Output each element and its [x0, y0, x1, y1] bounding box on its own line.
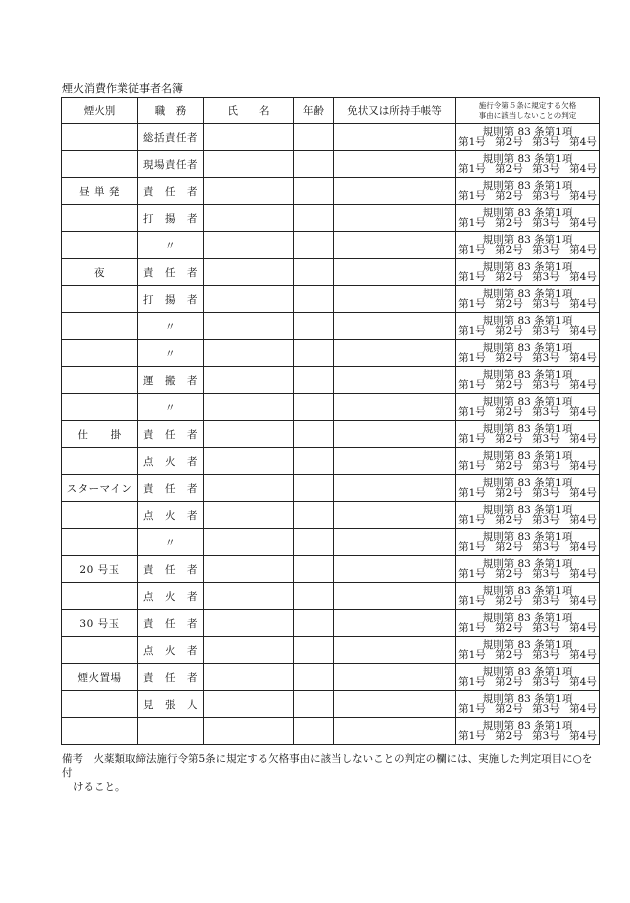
duty-cell	[138, 718, 204, 745]
duty-cell: 責 任 者	[138, 664, 204, 691]
category-cell	[62, 151, 138, 178]
name-cell	[204, 421, 294, 448]
criteria-cell	[456, 475, 600, 502]
category-cell	[62, 232, 138, 259]
name-cell	[204, 610, 294, 637]
age-cell	[294, 637, 334, 664]
criteria-cell	[456, 664, 600, 691]
criteria-rule: 規則第 83 条第1項	[482, 233, 573, 246]
criteria-items: 第1号 第2号 第3号 第4号	[458, 622, 597, 634]
criteria-rule: 規則第 83 条第1項	[482, 287, 573, 300]
header-criteria-line1: 施行令第５条に規定する欠格	[478, 100, 577, 110]
license-cell	[334, 340, 456, 367]
license-cell	[334, 421, 456, 448]
license-cell	[334, 637, 456, 664]
criteria-items: 第1号 第2号 第3号 第4号	[458, 487, 597, 499]
criteria-cell	[456, 421, 600, 448]
document-title: 煙火消費作業従事者名簿	[62, 82, 183, 95]
criteria-cell	[456, 691, 600, 718]
criteria-cell	[456, 718, 600, 745]
duty-cell: 見 張 人	[138, 691, 204, 718]
criteria-items: 第1号 第2号 第3号 第4号	[458, 703, 597, 715]
category-cell: 30 号玉	[62, 610, 138, 637]
criteria-rule: 規則第 83 条第1項	[482, 206, 573, 219]
name-cell	[204, 583, 294, 610]
duty-cell: 〃	[138, 340, 204, 367]
header-age: 年齢	[294, 98, 334, 124]
license-cell	[334, 394, 456, 421]
name-cell	[204, 637, 294, 664]
table-row	[62, 529, 600, 556]
criteria-items: 第1号 第2号 第3号 第4号	[458, 190, 597, 202]
name-cell	[204, 394, 294, 421]
license-cell	[334, 583, 456, 610]
license-cell	[334, 502, 456, 529]
name-cell	[204, 718, 294, 745]
name-cell	[204, 313, 294, 340]
criteria-rule: 規則第 83 条第1項	[482, 476, 573, 489]
table-row	[62, 286, 600, 313]
roster-table	[61, 97, 600, 745]
table-row	[62, 205, 600, 232]
age-cell	[294, 610, 334, 637]
license-cell	[334, 313, 456, 340]
criteria-cell	[456, 502, 600, 529]
criteria-cell	[456, 637, 600, 664]
duty-cell: 〃	[138, 313, 204, 340]
criteria-cell	[456, 205, 600, 232]
criteria-rule: 規則第 83 条第1項	[482, 368, 573, 381]
header-criteria	[456, 98, 600, 124]
criteria-rule: 規則第 83 条第1項	[482, 638, 573, 651]
name-cell	[204, 556, 294, 583]
duty-cell: 点 火 者	[138, 502, 204, 529]
name-cell	[204, 502, 294, 529]
table-row	[62, 583, 600, 610]
roster-body	[62, 124, 600, 745]
license-cell	[334, 610, 456, 637]
criteria-cell	[456, 124, 600, 151]
header-duty: 職 務	[138, 98, 204, 124]
criteria-cell	[456, 151, 600, 178]
age-cell	[294, 394, 334, 421]
criteria-items: 第1号 第2号 第3号 第4号	[458, 379, 597, 391]
license-cell	[334, 151, 456, 178]
license-cell	[334, 205, 456, 232]
name-cell	[204, 529, 294, 556]
criteria-items: 第1号 第2号 第3号 第4号	[458, 514, 597, 526]
criteria-rule: 規則第 83 条第1項	[482, 422, 573, 435]
category-cell	[62, 394, 138, 421]
table-row	[62, 232, 600, 259]
duty-cell: 責 任 者	[138, 610, 204, 637]
age-cell	[294, 664, 334, 691]
name-cell	[204, 151, 294, 178]
table-row	[62, 124, 600, 151]
age-cell	[294, 232, 334, 259]
name-cell	[204, 232, 294, 259]
table-row	[62, 718, 600, 745]
criteria-rule: 規則第 83 条第1項	[482, 314, 573, 327]
duty-cell: 点 火 者	[138, 637, 204, 664]
category-cell: 昼 単 発	[62, 178, 138, 205]
category-cell: 煙火置場	[62, 664, 138, 691]
license-cell	[334, 124, 456, 151]
criteria-items: 第1号 第2号 第3号 第4号	[458, 298, 597, 310]
header-name: 氏 名	[204, 98, 294, 124]
criteria-items: 第1号 第2号 第3号 第4号	[458, 136, 597, 148]
criteria-cell	[456, 556, 600, 583]
license-cell	[334, 286, 456, 313]
duty-cell: 点 火 者	[138, 448, 204, 475]
category-cell	[62, 340, 138, 367]
name-cell	[204, 448, 294, 475]
criteria-rule: 規則第 83 条第1項	[482, 692, 573, 705]
criteria-rule: 規則第 83 条第1項	[482, 719, 573, 732]
name-cell	[204, 664, 294, 691]
criteria-rule: 規則第 83 条第1項	[482, 395, 573, 408]
category-cell	[62, 205, 138, 232]
category-cell	[62, 691, 138, 718]
criteria-cell	[456, 259, 600, 286]
header-criteria-line2: 事由に該当しないことの判定	[478, 110, 577, 120]
duty-cell: 運 搬 者	[138, 367, 204, 394]
remarks-line2: けること。	[73, 781, 126, 793]
age-cell	[294, 448, 334, 475]
table-row	[62, 313, 600, 340]
category-cell	[62, 583, 138, 610]
table-row	[62, 556, 600, 583]
criteria-cell	[456, 340, 600, 367]
category-cell	[62, 313, 138, 340]
criteria-items: 第1号 第2号 第3号 第4号	[458, 163, 597, 175]
duty-cell: 責 任 者	[138, 556, 204, 583]
license-cell	[334, 529, 456, 556]
license-cell	[334, 718, 456, 745]
criteria-cell	[456, 313, 600, 340]
name-cell	[204, 286, 294, 313]
criteria-items: 第1号 第2号 第3号 第4号	[458, 541, 597, 553]
name-cell	[204, 691, 294, 718]
name-cell	[204, 475, 294, 502]
license-cell	[334, 556, 456, 583]
criteria-rule: 規則第 83 条第1項	[482, 530, 573, 543]
table-row	[62, 421, 600, 448]
license-cell	[334, 664, 456, 691]
duty-cell: 責 任 者	[138, 421, 204, 448]
criteria-rule: 規則第 83 条第1項	[482, 449, 573, 462]
criteria-items: 第1号 第2号 第3号 第4号	[458, 649, 597, 661]
table-row	[62, 367, 600, 394]
license-cell	[334, 475, 456, 502]
category-cell	[62, 502, 138, 529]
table-row	[62, 502, 600, 529]
criteria-cell	[456, 232, 600, 259]
criteria-rule: 規則第 83 条第1項	[482, 125, 573, 138]
duty-cell: 責 任 者	[138, 178, 204, 205]
duty-cell: 〃	[138, 232, 204, 259]
duty-cell: 〃	[138, 394, 204, 421]
license-cell	[334, 448, 456, 475]
criteria-cell	[456, 178, 600, 205]
criteria-cell	[456, 583, 600, 610]
criteria-items: 第1号 第2号 第3号 第4号	[458, 352, 597, 364]
age-cell	[294, 718, 334, 745]
category-cell	[62, 124, 138, 151]
criteria-rule: 規則第 83 条第1項	[482, 665, 573, 678]
remarks-note	[62, 752, 602, 794]
criteria-rule: 規則第 83 条第1項	[482, 557, 573, 570]
name-cell	[204, 340, 294, 367]
criteria-items: 第1号 第2号 第3号 第4号	[458, 271, 597, 283]
license-cell	[334, 178, 456, 205]
table-row	[62, 664, 600, 691]
name-cell	[204, 259, 294, 286]
criteria-items: 第1号 第2号 第3号 第4号	[458, 460, 597, 472]
table-row	[62, 340, 600, 367]
category-cell: 20 号玉	[62, 556, 138, 583]
criteria-items: 第1号 第2号 第3号 第4号	[458, 676, 597, 688]
category-cell	[62, 637, 138, 664]
age-cell	[294, 178, 334, 205]
name-cell	[204, 124, 294, 151]
criteria-items: 第1号 第2号 第3号 第4号	[458, 433, 597, 445]
criteria-items: 第1号 第2号 第3号 第4号	[458, 568, 597, 580]
age-cell	[294, 583, 334, 610]
remarks-line1: 備考 火薬類取締法施行令第5条に規定する欠格事由に該当しないことの判定の欄には、実施した判定項目に○を付	[62, 753, 593, 779]
criteria-rule: 規則第 83 条第1項	[482, 179, 573, 192]
table-row	[62, 475, 600, 502]
age-cell	[294, 259, 334, 286]
criteria-cell	[456, 610, 600, 637]
table-row	[62, 178, 600, 205]
table-row	[62, 259, 600, 286]
criteria-rule: 規則第 83 条第1項	[482, 341, 573, 354]
age-cell	[294, 475, 334, 502]
category-cell	[62, 529, 138, 556]
category-cell	[62, 448, 138, 475]
duty-cell: 責 任 者	[138, 259, 204, 286]
header-license: 免状又は所持手帳等	[334, 98, 456, 124]
name-cell	[204, 367, 294, 394]
category-cell	[62, 367, 138, 394]
age-cell	[294, 502, 334, 529]
name-cell	[204, 205, 294, 232]
license-cell	[334, 232, 456, 259]
age-cell	[294, 205, 334, 232]
category-cell	[62, 286, 138, 313]
table-row	[62, 448, 600, 475]
age-cell	[294, 124, 334, 151]
criteria-cell	[456, 286, 600, 313]
criteria-cell	[456, 367, 600, 394]
license-cell	[334, 691, 456, 718]
duty-cell: 現場責任者	[138, 151, 204, 178]
criteria-cell	[456, 448, 600, 475]
criteria-rule: 規則第 83 条第1項	[482, 503, 573, 516]
duty-cell: 総括責任者	[138, 124, 204, 151]
criteria-rule: 規則第 83 条第1項	[482, 584, 573, 597]
duty-cell: 責 任 者	[138, 475, 204, 502]
age-cell	[294, 691, 334, 718]
category-cell: 仕 掛	[62, 421, 138, 448]
criteria-items: 第1号 第2号 第3号 第4号	[458, 595, 597, 607]
duty-cell: 打 揚 者	[138, 286, 204, 313]
table-row	[62, 151, 600, 178]
age-cell	[294, 340, 334, 367]
table-row	[62, 610, 600, 637]
age-cell	[294, 421, 334, 448]
table-header-row	[62, 98, 600, 124]
age-cell	[294, 313, 334, 340]
category-cell	[62, 718, 138, 745]
age-cell	[294, 367, 334, 394]
header-category: 煙火別	[62, 98, 138, 124]
duty-cell: 点 火 者	[138, 583, 204, 610]
criteria-cell	[456, 529, 600, 556]
age-cell	[294, 151, 334, 178]
license-cell	[334, 367, 456, 394]
duty-cell: 打 揚 者	[138, 205, 204, 232]
table-row	[62, 394, 600, 421]
age-cell	[294, 286, 334, 313]
criteria-rule: 規則第 83 条第1項	[482, 260, 573, 273]
name-cell	[204, 178, 294, 205]
criteria-items: 第1号 第2号 第3号 第4号	[458, 244, 597, 256]
age-cell	[294, 529, 334, 556]
criteria-items: 第1号 第2号 第3号 第4号	[458, 730, 597, 742]
criteria-items: 第1号 第2号 第3号 第4号	[458, 217, 597, 229]
category-cell: スターマイン	[62, 475, 138, 502]
age-cell	[294, 556, 334, 583]
criteria-rule: 規則第 83 条第1項	[482, 611, 573, 624]
criteria-cell	[456, 394, 600, 421]
license-cell	[334, 259, 456, 286]
table-row	[62, 691, 600, 718]
category-cell: 夜	[62, 259, 138, 286]
table-row	[62, 637, 600, 664]
criteria-items: 第1号 第2号 第3号 第4号	[458, 325, 597, 337]
criteria-rule: 規則第 83 条第1項	[482, 152, 573, 165]
duty-cell: 〃	[138, 529, 204, 556]
criteria-items: 第1号 第2号 第3号 第4号	[458, 406, 597, 418]
